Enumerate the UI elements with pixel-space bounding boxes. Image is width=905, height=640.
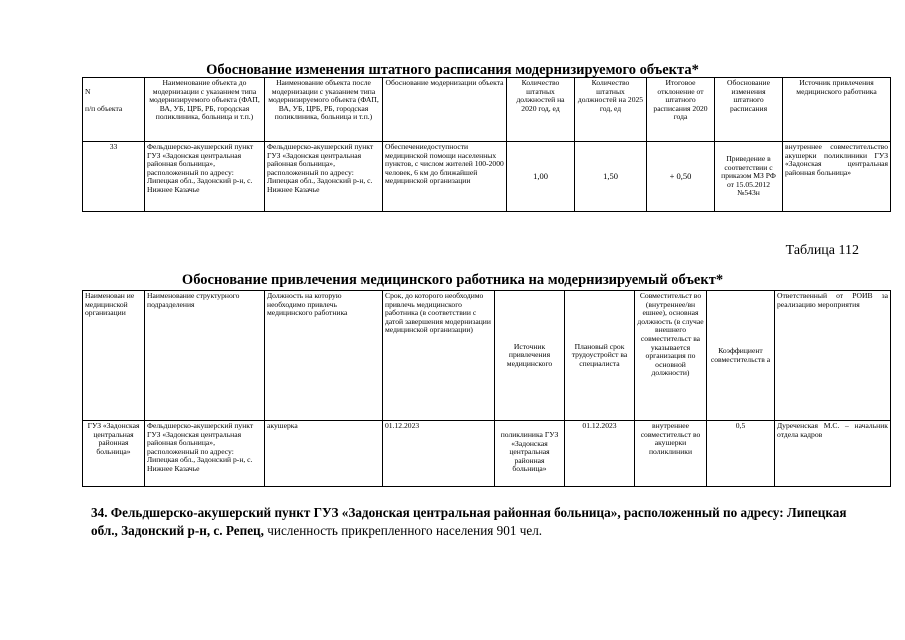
table-row bbox=[83, 421, 891, 487]
paragraph-bold-text: 34. Фельдшерско-акушерский пункт ГУЗ «Задонская центральная районная больница», расположенный по адресу: Липецкая обл., Задонский р-н, с. Репец, bbox=[91, 505, 847, 538]
table-cell: Фельдшерско-акушерский пункт ГУЗ «Задонская центральная районная больница», расположенный по адресу: Липецкая обл., Задонский р-н, с. Нижнее Казачье bbox=[145, 142, 265, 212]
section-paragraph bbox=[91, 504, 851, 540]
header-cell: Наименование объекта до модернизации с указанием типа модернизируемого объекта (ФАП, ВА, УБ, ЦРБ, РБ, городская поликлиника, больница и т.п.) bbox=[145, 78, 265, 142]
table-cell: Фельдшерско-акушерский пункт ГУЗ «Задонская центральная районная больница», расположенный по адресу: Липецкая обл., Задонский р-н, с. Нижнее Казачье bbox=[265, 142, 383, 212]
header-cell: Обоснование изменения штатного расписания bbox=[715, 78, 783, 142]
header-cell: Количество штатных должностей на 2020 год, ед bbox=[507, 78, 575, 142]
header-cell: Ответственный от РОИВ за реализацию мероприятия bbox=[775, 291, 891, 421]
table-cell: Приведение в соответствии с приказом МЗ РФ от 15.05.2012 №543н bbox=[715, 142, 783, 212]
table-cell: 01.12.2023 bbox=[565, 421, 635, 487]
header-cell: Наименование объекта после модернизации с указанием типа модернизируемого объекта (ФАП, ВА, УБ, ЦРБ, РБ, городская поликлиника, больница и т.п.) bbox=[265, 78, 383, 142]
table-header-row bbox=[83, 291, 891, 421]
paragraph-normal-text: численность прикрепленного населения 901 чел. bbox=[263, 523, 543, 538]
header-cell: Источник привлечения медицинского работника bbox=[783, 78, 891, 142]
header-cell: Итоговое отклонение от штатного расписания 2020 года bbox=[647, 78, 715, 142]
header-cell: Источник привлечения медицинского bbox=[495, 291, 565, 421]
table-cell: 01.12.2023 bbox=[383, 421, 495, 487]
table-number: Таблица 112 bbox=[785, 243, 859, 258]
header-cell: Плановый срок трудоустройст ва специалиста bbox=[565, 291, 635, 421]
table-header-row bbox=[83, 78, 891, 142]
table-cell: Дуреченская М.С. – начальник отдела кадров bbox=[775, 421, 891, 487]
table-row bbox=[83, 142, 891, 212]
table-cell: Обеспечениедоступности медицинской помощи населенных пунктов, с числом жителей 100-2000 человек, 6 км до ближайшей медицинской организации bbox=[383, 142, 507, 212]
header-cell: Наименован ие медицинской организации bbox=[83, 291, 145, 421]
table1-title: Обоснование изменения штатного расписания модернизируемого объекта* bbox=[206, 62, 699, 78]
header-cell: Коэффициент совместительств а bbox=[707, 291, 775, 421]
table2-title: Обоснование привлечения медицинского работника на модернизируемый объект* bbox=[181, 272, 724, 288]
table-cell: поликлиника ГУЗ «Задонская центральная районная больница» bbox=[495, 421, 565, 487]
header-cell: Срок, до которого необходимо привлечь медицинского работника (в соответствии с датой завершения модернизации медицинской организации) bbox=[383, 291, 495, 421]
table-cell: 33 bbox=[83, 142, 145, 212]
header-cell: Должность на которую необходимо привлечь медицинского работника bbox=[265, 291, 383, 421]
table-cell: внутреннее совместительст во акушерки поликлиники bbox=[635, 421, 707, 487]
header-cell: Обоснование модернизации объекта bbox=[383, 78, 507, 142]
staffing-justification-table bbox=[82, 77, 891, 212]
header-cell: N п/п объекта bbox=[83, 78, 145, 142]
header-cell: Наименование структурного подразделения bbox=[145, 291, 265, 421]
table-cell: 0,5 bbox=[707, 421, 775, 487]
table-cell: Фельдшерско-акушерский пункт ГУЗ «Задонская центральная районная больница», расположенный по адресу: Липецкая обл., Задонский р-н, с. Нижнее Казачье bbox=[145, 421, 265, 487]
table-cell: ГУЗ «Задонская центральная районная больница» bbox=[83, 421, 145, 487]
header-cell: Совместительст во (внутреннее/вн ешнее), основная должность (в случае внешнего совместительст ва указывается организация по основной должности) bbox=[635, 291, 707, 421]
table-cell: 1,50 bbox=[575, 142, 647, 212]
header-cell: Количество штатных должностей на 2025 год, ед bbox=[575, 78, 647, 142]
table-cell: + 0,50 bbox=[647, 142, 715, 212]
table-cell: 1,00 bbox=[507, 142, 575, 212]
worker-attraction-table bbox=[82, 290, 891, 487]
table-cell: внутреннее совместительство акушерки поликлиники ГУЗ «Задонская центральная районная больница» bbox=[783, 142, 891, 212]
table-cell: акушерка bbox=[265, 421, 383, 487]
